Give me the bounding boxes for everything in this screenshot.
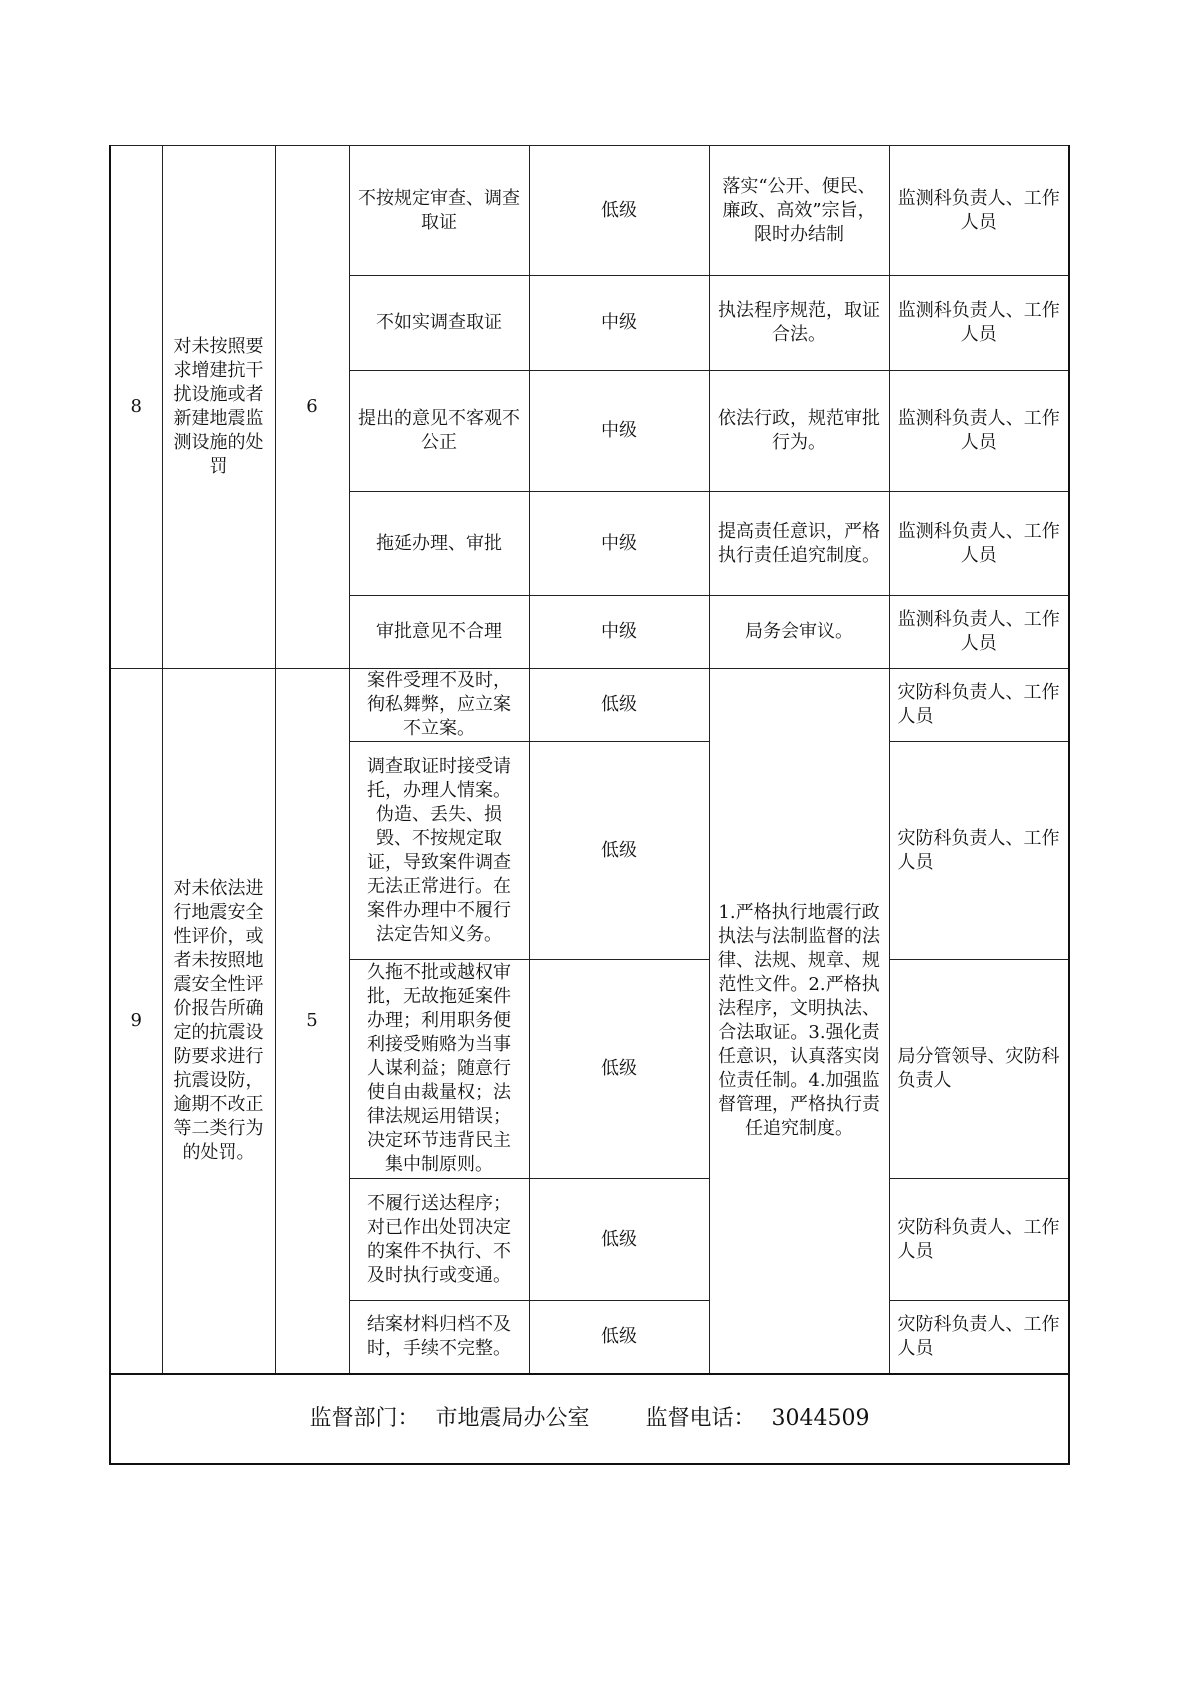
- risk-level: 低级: [529, 960, 709, 1179]
- risk-point: 调查取证时接受请托，办理人情案。伪造、丢失、损毁、不按规定取证，导致案件调查无法正常进行。在案件办理中不履行法定告知义务。: [349, 742, 529, 960]
- table-row: [110, 146, 1069, 276]
- risk-level: 低级: [529, 1301, 709, 1374]
- risk-point: 不按规定审查、调查取证: [349, 146, 529, 276]
- supervision-dept-label: 监督部门：: [309, 1405, 420, 1431]
- risk-point: 审批意见不合理: [349, 596, 529, 669]
- prevention-measure: 1.严格执行地震行政执法与法制监督的法律、法规、规章、规范性文件。2.严格执法程序，文明执法、合法取证。3.强化责任意识，认真落实岗位责任制。4.加强监督管理，严格执行责任追究制度。: [709, 669, 889, 1374]
- risk-point: 提出的意见不客观不公正: [349, 371, 529, 492]
- risk-point: 拖延办理、审批: [349, 492, 529, 596]
- responsible-person: 监测科负责人、工作人员: [889, 146, 1069, 276]
- risk-level: 低级: [529, 146, 709, 276]
- prevention-measure: 执法程序规范，取证合法。: [709, 276, 889, 371]
- risk-level: 中级: [529, 371, 709, 492]
- prevention-measure: 局务会审议。: [709, 596, 889, 669]
- item-number: 8: [110, 146, 162, 669]
- responsible-person: 监测科负责人、工作人员: [889, 596, 1069, 669]
- risk-level: 中级: [529, 276, 709, 371]
- responsible-person: 灾防科负责人、工作人员: [889, 669, 1069, 742]
- risk-point: 不履行送达程序；对已作出处罚决定的案件不执行、不及时执行或变通。: [349, 1179, 529, 1301]
- risk-level: 低级: [529, 742, 709, 960]
- responsible-person: 灾防科负责人、工作人员: [889, 742, 1069, 960]
- footer-row: [110, 1374, 1069, 1464]
- item-number: 9: [110, 669, 162, 1374]
- table-row: [110, 669, 1069, 742]
- risk-level: 低级: [529, 669, 709, 742]
- responsible-person: 灾防科负责人、工作人员: [889, 1301, 1069, 1374]
- item-name: 对未依法进行地震安全性评价，或者未按照地震安全性评价报告所确定的抗震设防要求进行抗震设防，逾期不改正等二类行为的处罚。: [162, 669, 275, 1374]
- risk-table: [109, 145, 1070, 1465]
- risk-level: 中级: [529, 492, 709, 596]
- prevention-measure: 依法行政，规范审批行为。: [709, 371, 889, 492]
- item-name: 对未按照要求增建抗干扰设施或者新建地震监测设施的处罚: [162, 146, 275, 669]
- prevention-measure: 提高责任意识，严格执行责任追究制度。: [709, 492, 889, 596]
- responsible-person: 局分管领导、灾防科负责人: [889, 960, 1069, 1179]
- responsible-person: 监测科负责人、工作人员: [889, 371, 1069, 492]
- prevention-measure: 落实“公开、便民、廉政、高效”宗旨，限时办结制: [709, 146, 889, 276]
- risk-count: 5: [275, 669, 349, 1374]
- risk-point: 结案材料归档不及时，手续不完整。: [349, 1301, 529, 1374]
- risk-point: 不如实调查取证: [349, 276, 529, 371]
- risk-level: 中级: [529, 596, 709, 669]
- supervision-info: [110, 1374, 1069, 1464]
- risk-level: 低级: [529, 1179, 709, 1301]
- risk-point: 久拖不批或越权审批，无故拖延案件办理；利用职务便利接受贿赂为当事人谋利益；随意行使自由裁量权；法律法规运用错误；决定环节违背民主集中制原则。: [349, 960, 529, 1179]
- supervision-dept-value: 市地震局办公室: [435, 1405, 590, 1431]
- supervision-phone-label: 监督电话：: [645, 1405, 756, 1431]
- responsible-person: 监测科负责人、工作人员: [889, 276, 1069, 371]
- risk-count: 6: [275, 146, 349, 669]
- responsible-person: 灾防科负责人、工作人员: [889, 1179, 1069, 1301]
- supervision-phone-value: 3044509: [771, 1405, 870, 1431]
- risk-point: 案件受理不及时，徇私舞弊，应立案不立案。: [349, 669, 529, 742]
- responsible-person: 监测科负责人、工作人员: [889, 492, 1069, 596]
